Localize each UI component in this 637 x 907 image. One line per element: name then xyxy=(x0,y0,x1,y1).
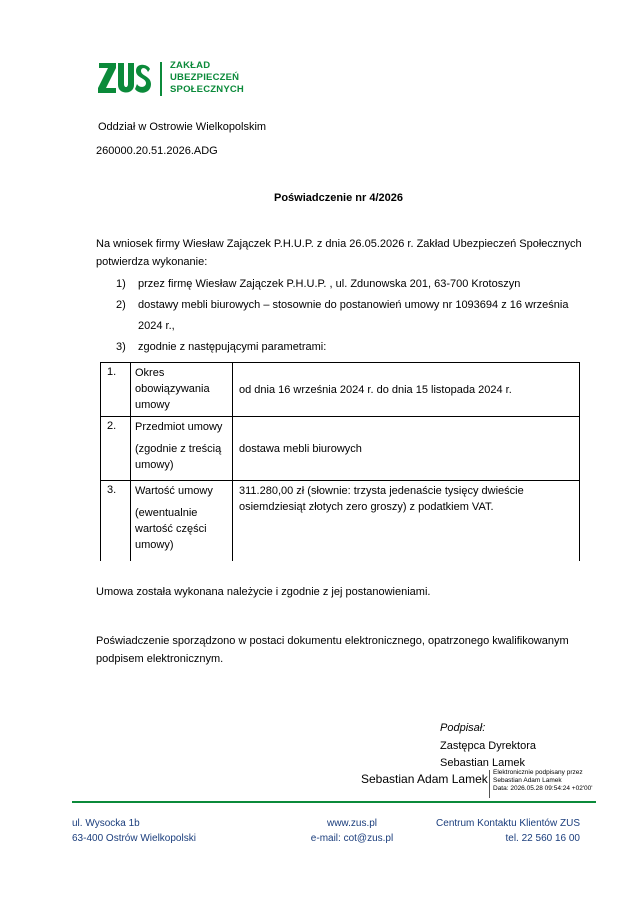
footer-web xyxy=(300,816,404,846)
list-item-text: zgodnie z następującymi parametrami: xyxy=(138,341,327,353)
list-item-number: 1) xyxy=(116,278,126,290)
form-note: Poświadczenie sporządzono w postaci dokumentu elektronicznego, opatrzonego kwalifikowanym podpisem elektronicznym. xyxy=(96,635,569,665)
logo-line-3: SPOŁECZNYCH xyxy=(170,84,244,95)
signature-meta-line: Elektronicznie podpisany przez xyxy=(493,769,583,776)
row-key xyxy=(131,417,233,481)
intro-paragraph: Na wniosek firmy Wiesław Zajączek P.H.U.P. z dnia 26.05.2026 r. Zakład Ubezpieczeń Społecznych potwierdza wykonanie: xyxy=(96,238,582,268)
office-name: Oddział w Ostrowie Wielkopolskim xyxy=(98,121,267,133)
logo-wordmark xyxy=(170,60,244,96)
parameters-table xyxy=(100,362,580,561)
footer-contact xyxy=(430,816,580,846)
signer-name: Sebastian Lamek xyxy=(440,757,525,769)
closing-statement: Umowa została wykonana należycie i zgodnie z jej postanowieniami. xyxy=(96,586,431,598)
row-value: od dnia 16 września 2024 r. do dnia 15 listopada 2024 r. xyxy=(233,363,580,417)
row-number: 1. xyxy=(101,363,131,417)
confirmation-list xyxy=(116,274,586,358)
row-key-line: Przedmiot umowy xyxy=(135,421,223,433)
footer-website-link[interactable]: www.zus.pl xyxy=(326,818,377,829)
footer-divider xyxy=(72,801,596,803)
row-key xyxy=(131,481,233,561)
list-item-number: 2) xyxy=(116,299,126,311)
row-value: 311.280,00 zł (słownie: trzysta jedenaście tysięcy dwieście osiemdziesiąt złotych zero groszy) z podatkiem VAT. xyxy=(233,481,580,561)
list-item-number: 3) xyxy=(116,341,126,353)
list-item xyxy=(116,337,586,358)
document-title xyxy=(0,192,637,204)
row-key-line: Okres obowiązywania umowy xyxy=(135,367,210,411)
table-row xyxy=(101,417,580,481)
list-item-text: dostawy mebli biurowych – stosownie do postanowień umowy nr 1093694 z 16 września 2024 r., xyxy=(138,299,569,332)
zus-logo xyxy=(98,60,258,98)
footer-address xyxy=(72,816,196,846)
signature-divider xyxy=(489,770,490,798)
list-item xyxy=(116,295,586,337)
list-item-text: przez firmę Wiesław Zajączek P.H.U.P. , ul. Zdunowska 201, 63-700 Krotoszyn xyxy=(138,278,521,290)
row-value: dostawa mebli biurowych xyxy=(233,417,580,481)
table-row xyxy=(101,481,580,561)
row-key-line: (zgodnie z treścią umowy) xyxy=(135,443,222,471)
row-key-line: Wartość umowy xyxy=(135,485,213,497)
signer-role: Zastępca Dyrektora xyxy=(440,740,536,752)
row-key-line: (ewentualnie wartość części umowy) xyxy=(135,507,207,551)
electronic-signature-name: Sebastian Adam Lamek xyxy=(361,772,488,786)
footer-phone: tel. 22 560 16 00 xyxy=(505,833,580,844)
footer-email-link[interactable]: e-mail: cot@zus.pl xyxy=(310,833,394,844)
row-key xyxy=(131,363,233,417)
footer-street: ul. Wysocka 1b xyxy=(72,818,140,829)
row-number: 2. xyxy=(101,417,131,481)
footer-city: 63-400 Ostrów Wielkopolski xyxy=(72,833,196,844)
footer-contact-center: Centrum Kontaktu Klientów ZUS xyxy=(436,818,580,829)
signature-metadata xyxy=(493,769,593,793)
row-number: 3. xyxy=(101,481,131,561)
signature-label: Podpisał: xyxy=(440,722,486,734)
table-row xyxy=(101,363,580,417)
list-item xyxy=(116,274,586,295)
logo-separator xyxy=(160,62,162,96)
signature-meta-line: Data: 2026.05.28 09:54:24 +02'00' xyxy=(493,785,593,792)
case-signum: 260000.20.51.2026.ADG xyxy=(96,145,218,157)
signature-meta-line: Sebastian Adam Lamek xyxy=(493,777,562,784)
logo-line-2: UBEZPIECZEŃ xyxy=(170,72,240,83)
document-title-text: Poświadczenie nr 4/2026 xyxy=(273,192,403,204)
logo-line-1: ZAKŁAD xyxy=(170,60,211,71)
zus-logo-mark-icon xyxy=(98,60,152,96)
